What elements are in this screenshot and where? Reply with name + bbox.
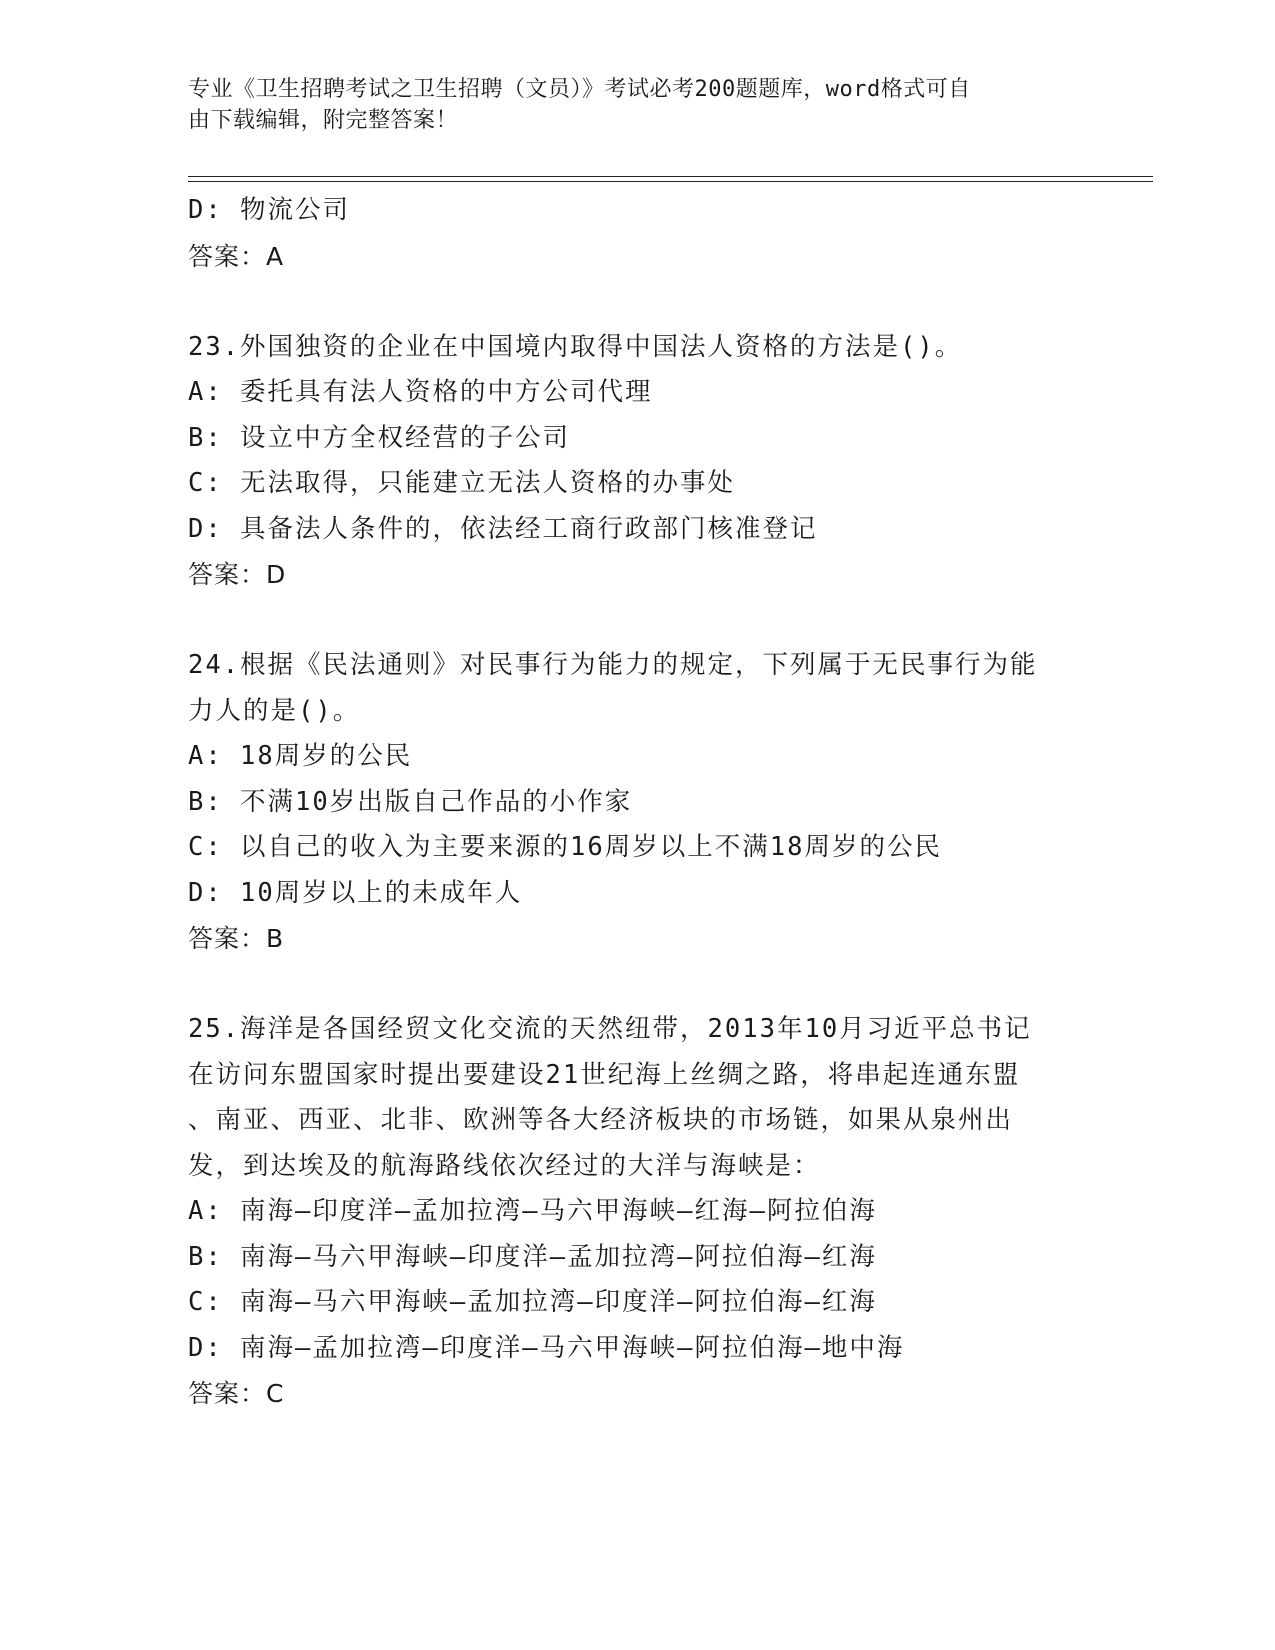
question-stem-line-2: 力人的是()。 bbox=[188, 695, 361, 726]
option-b: B: 不满10岁出版自己作品的小作家 bbox=[188, 786, 633, 817]
document-body bbox=[188, 188, 1088, 1417]
option-a: A: 委托具有法人资格的中方公司代理 bbox=[188, 377, 653, 407]
question-stem: 23.外国独资的企业在中国境内取得中国法人资格的方法是()。 bbox=[188, 331, 963, 362]
option-b: B: 设立中方全权经营的子公司 bbox=[188, 422, 571, 453]
header-divider-bottom bbox=[188, 181, 1153, 182]
document-header bbox=[188, 74, 1068, 136]
question-stem-line-3: 、南亚、西亚、北非、欧洲等各大经济板块的市场链，如果从泉州出 bbox=[188, 1105, 1014, 1135]
answer: 答案：D bbox=[188, 560, 287, 589]
question-24 bbox=[188, 643, 1088, 962]
previous-question-tail bbox=[188, 188, 1088, 279]
question-25 bbox=[188, 1007, 1088, 1417]
option-d: D: 南海—孟加拉湾—印度洋—马六甲海峡—阿拉伯海—地中海 bbox=[188, 1332, 905, 1363]
answer: 答案：A bbox=[188, 241, 285, 271]
question-stem-line-4: 发，到达埃及的航海路线依次经过的大洋与海峡是： bbox=[188, 1150, 821, 1181]
header-line-2: 由下载编辑，附完整答案！ bbox=[188, 108, 459, 133]
header-line-1: 专业《卫生招聘考试之卫生招聘（文员）》考试必考200题题库，word格式可自 bbox=[188, 77, 971, 102]
spacer bbox=[188, 962, 1088, 1008]
option-d: D: 物流公司 bbox=[188, 195, 351, 225]
question-stem-line-1: 25.海洋是各国经贸文化交流的天然纽带，2013年10月习近平总书记 bbox=[188, 1014, 1032, 1044]
option-c: C: 无法取得，只能建立无法人资格的办事处 bbox=[188, 468, 736, 498]
option-d: D: 具备法人条件的，依法经工商行政部门核准登记 bbox=[188, 513, 818, 544]
answer: 答案：C bbox=[188, 1379, 285, 1408]
question-23 bbox=[188, 325, 1088, 598]
answer: 答案：B bbox=[188, 924, 285, 953]
option-c: C: 以自己的收入为主要来源的16周岁以上不满18周岁的公民 bbox=[188, 832, 942, 862]
header-divider-top bbox=[188, 176, 1153, 177]
spacer bbox=[188, 598, 1088, 644]
question-stem-line-1: 24.根据《民法通则》对民事行为能力的规定，下列属于无民事行为能 bbox=[188, 650, 1038, 680]
question-stem-line-2: 在访问东盟国家时提出要建设21世纪海上丝绸之路，将串起连通东盟 bbox=[188, 1059, 1021, 1090]
option-a: A: 18周岁的公民 bbox=[188, 741, 413, 771]
option-c: C: 南海—马六甲海峡—孟加拉湾—印度洋—阿拉伯海—红海 bbox=[188, 1287, 877, 1317]
spacer bbox=[188, 279, 1088, 325]
option-a: A: 南海—印度洋—孟加拉湾—马六甲海峡—红海—阿拉伯海 bbox=[188, 1196, 877, 1226]
option-b: B: 南海—马六甲海峡—印度洋—孟加拉湾—阿拉伯海—红海 bbox=[188, 1241, 877, 1272]
option-d: D: 10周岁以上的未成年人 bbox=[188, 877, 523, 908]
